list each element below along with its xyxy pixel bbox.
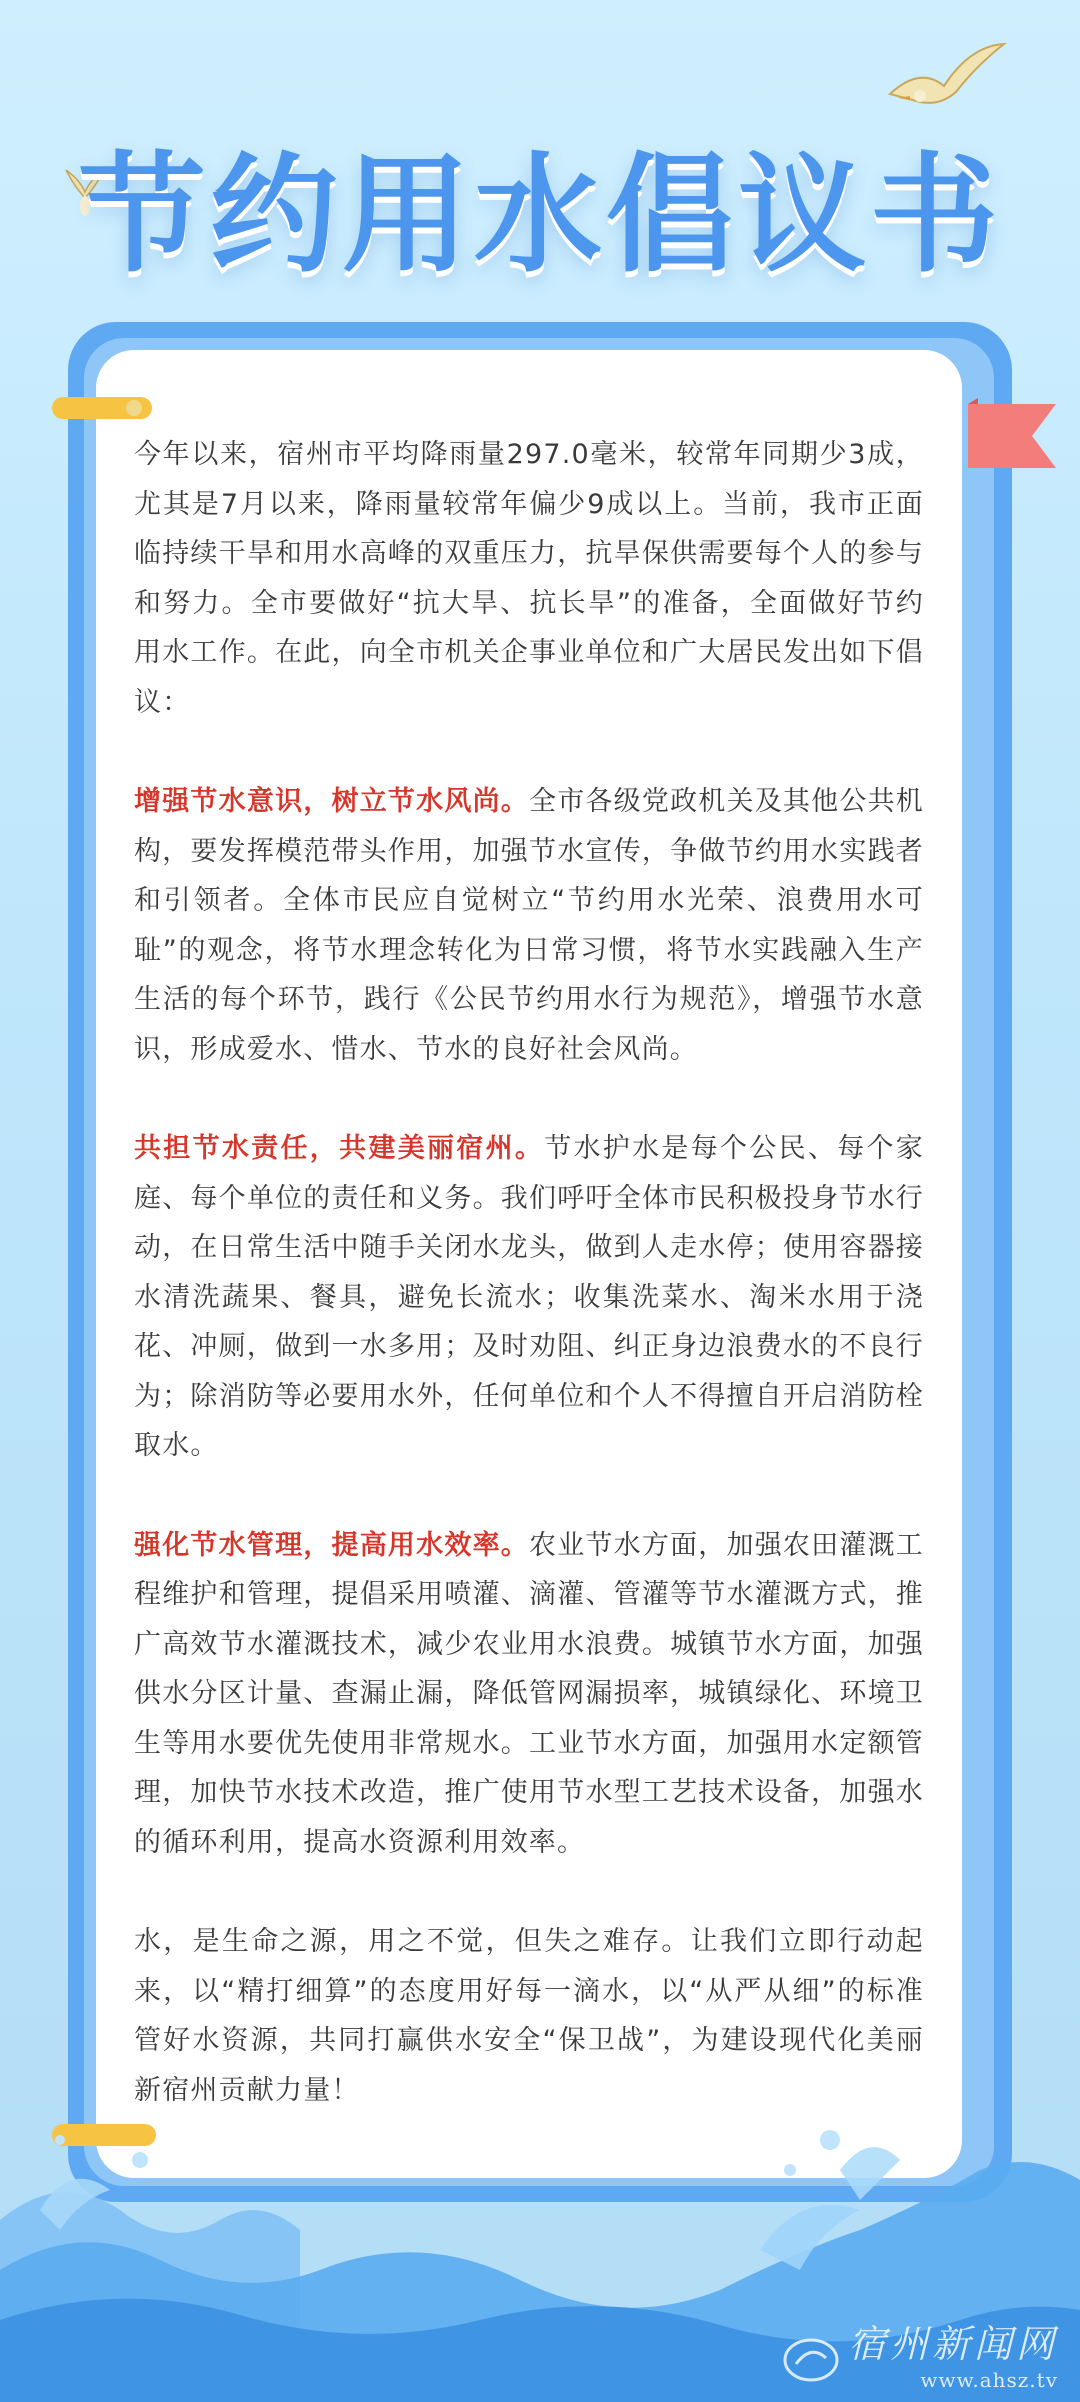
paragraph-lead: 增强节水意识，树立节水风尚。: [134, 786, 529, 817]
paragraph-closing: [134, 1917, 924, 2115]
paragraph-management: [134, 1521, 924, 1868]
paragraph-lead: 强化节水管理，提高用水效率。: [134, 1529, 529, 1561]
paragraph-body: 今年以来，宿州市平均降雨量297.0毫米，较常年同期少3成，尤其是7月以来，降雨量较常年偏少9成以上。当前，我市正面临持续干旱和用水高峰的双重压力，抗旱保供需要每个人的参与和努力。全市要做好“抗大旱、抗长旱”的准备，全面做好节约用水工作。在此，向全市机关企事业单位和广大居民发出如下倡议：: [134, 439, 924, 718]
watermark-logo-icon: [782, 2334, 840, 2386]
paragraph-body: 全市各级党政机关及其他公共机构，要发挥模范带头作用，加强节水宣传，争做节约用水实践者和引领者。全体市民应自觉树立“节约用水光荣、浪费用水可耻”的观念，将节水理念转化为日常习惯，将节水实践融入生产生活的每个环节，践行《公民节约用水行为规范》，增强节水意识，形成爱水、惜水、节水的良好社会风尚。: [134, 786, 924, 1065]
paragraph-body: 节水护水是每个公民、每个家庭、每个单位的责任和义务。我们呼吁全体市民积极投身节水行动，在日常生活中随手关闭水龙头，做到人走水停；使用容器接水清洗蔬果、餐具，避免长流水；收集洗菜水、淘米水用于浇花、冲厕，做到一水多用；及时劝阻、纠正身边浪费水的不良行为；除消防等必要用水外，任何单位和个人不得擅自开启消防栓取水。: [134, 1133, 924, 1461]
watermark: [848, 2313, 1058, 2392]
clip-icon: [52, 397, 152, 419]
page-title: 节约用水倡议书: [77, 141, 1002, 290]
flag-icon: [968, 398, 1056, 476]
watermark-name: 宿州新闻网: [847, 2322, 1058, 2366]
paragraph-body: 农业节水方面，加强农田灌溉工程维护和管理，提倡采用喷灌、滴灌、管灌等节水灌溉方式，推广高效节水灌溉技术，减少农业用水浪费。城镇节水方面，加强供水分区计量、查漏止漏，降低管网漏损率，城镇绿化、环境卫生等用水要优先使用非常规水。工业节水方面，加强用水定额管理，加快节水技术改造，推广使用节水型工艺技术设备，加强水的循环利用，提高水资源利用效率。: [134, 1529, 924, 1858]
paragraph-body: 水，是生命之源，用之不觉，但失之难存。让我们立即行动起来，以“精打细算”的态度用好每一滴水，以“从严从细”的标准管好水资源，共同打赢供水安全“保卫战”，为建设现代化美丽新宿州贡献力量！: [134, 1926, 924, 2106]
paragraph-responsibility: [134, 1124, 924, 1471]
paragraph-lead: 共担节水责任，共建美丽宿州。: [134, 1133, 545, 1164]
paragraph-intro: [134, 430, 924, 727]
letter-content: [134, 430, 924, 2165]
paragraph-awareness: [134, 777, 924, 1074]
watermark-url: www.ahsz.tv: [920, 2368, 1058, 2392]
